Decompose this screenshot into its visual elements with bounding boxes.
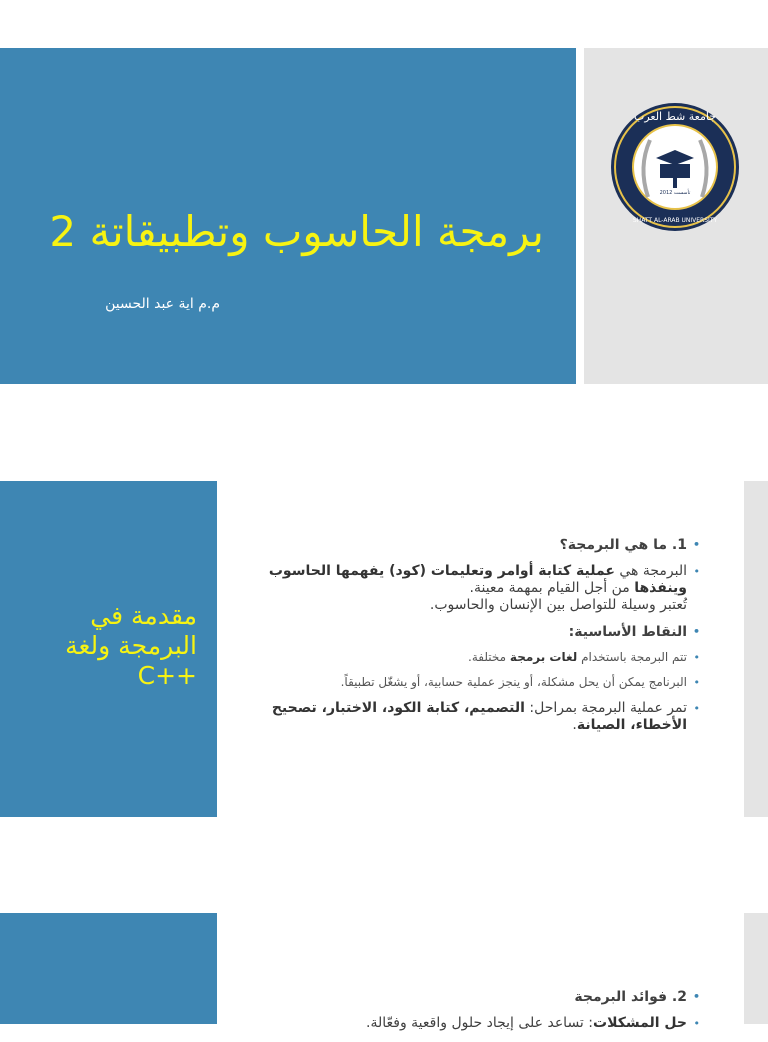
list-item: • النقاط الأساسية: xyxy=(250,624,700,640)
svg-text:تأسست 2012: تأسست 2012 xyxy=(659,190,691,196)
slide-2[interactable] xyxy=(0,481,768,817)
list-item: • البرنامج يمكن أن يحل مشكلة، أو ينجز عملية حسابية، أو يشغّل تطبيقاً. xyxy=(250,675,700,690)
list-item: • حل المشكلات: تساعد على إيجاد حلول واقعية وفعّالة. xyxy=(250,1015,700,1032)
list-item: • البرمجة هي عملية كتابة أوامر وتعليمات (كود) يفهمها الحاسوب وينفذها من أجل القيام بمهمة معينة. تُعتبر وسيلة للتواصل بين الإنسان والحاسوب. xyxy=(250,563,700,614)
section-panel xyxy=(0,913,217,1024)
right-strip xyxy=(744,481,768,817)
university-logo xyxy=(610,102,740,232)
svg-text:جامعة شط العرب: جامعة شط العرب xyxy=(633,110,717,123)
list-item: • تتم البرمجة باستخدام لغات برمجة مختلفة. xyxy=(250,650,700,665)
list-item: • 1. ما هي البرمجة؟ xyxy=(250,537,700,553)
list-item: • 2. فوائد البرمجة xyxy=(250,989,700,1005)
presentation-title: برمجة الحاسوب وتطبيقاتة 2 xyxy=(49,207,544,256)
right-strip xyxy=(744,913,768,1024)
section-title-cpp: C++ xyxy=(137,661,197,690)
section-title xyxy=(20,601,197,691)
author-name: م.م اية عبد الحسين xyxy=(105,296,220,312)
slide-3[interactable] xyxy=(0,913,768,1031)
section-title-text: مقدمة في البرمجة ولغة xyxy=(65,601,197,660)
content-list xyxy=(250,537,700,744)
list-item: • تمر عملية البرمجة بمراحل: التصميم، كتابة الكود، الاختبار، تصحيح الأخطاء، الصيانة. xyxy=(250,700,700,734)
content-list xyxy=(250,989,700,1042)
slide-1[interactable] xyxy=(0,48,768,384)
svg-text:SHATT AL-ARAB UNIVERSITY: SHATT AL-ARAB UNIVERSITY xyxy=(632,217,718,224)
